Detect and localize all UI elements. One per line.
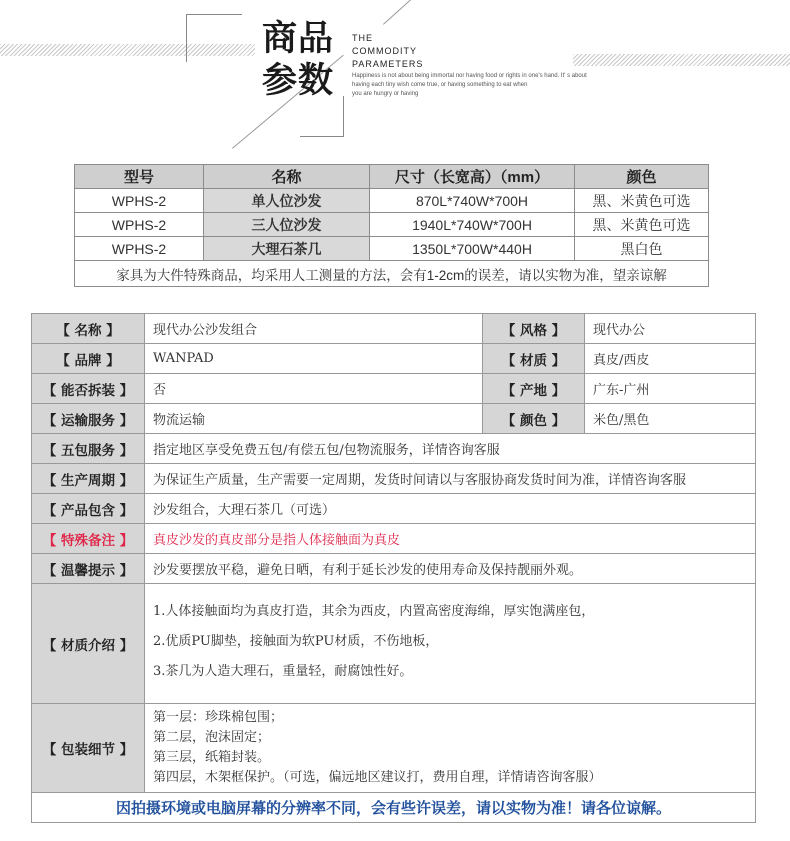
label-warranty: 【 五包服务 】 xyxy=(32,434,145,464)
value-warranty: 指定地区享受免费五包/有偿五包/包物流服务，详情咨询客服 xyxy=(145,434,756,464)
packing-item: 第二层，泡沫固定； xyxy=(153,730,271,745)
header-size: 尺寸（长宽高）（mm） xyxy=(370,165,575,189)
packing-item: 第三层，纸箱封装。 xyxy=(153,750,271,765)
cell-name: 三人位沙发 xyxy=(204,213,370,237)
cell-size: 1940L*740W*700H xyxy=(370,213,575,237)
value-tips: 沙发要摆放平稳，避免日晒，有利于延长沙发的使用寿命及保持靓丽外观。 xyxy=(145,554,756,584)
table-row xyxy=(32,344,756,374)
decorative-stripe-left xyxy=(0,44,255,56)
label-contents: 【 产品包含 】 xyxy=(32,494,145,524)
label-material-intro: 【 材质介绍 】 xyxy=(32,584,145,704)
value-detachable: 否 xyxy=(145,374,483,404)
cell-model: WPHS-2 xyxy=(75,237,204,261)
tagline-line-2: having each tiny wish come true, or having something to eat when xyxy=(352,82,528,88)
table-row xyxy=(32,494,756,524)
label-brand: 【 品牌 】 xyxy=(32,344,145,374)
cell-name: 单人位沙发 xyxy=(204,189,370,213)
cell-size: 870L*740W*700H xyxy=(370,189,575,213)
title-frame xyxy=(186,14,187,62)
label-special-note: 【 特殊备注 】 xyxy=(32,524,145,554)
title-frame xyxy=(300,136,344,137)
table-row xyxy=(32,434,756,464)
table-row xyxy=(75,213,709,237)
spec-table-header xyxy=(75,165,709,189)
label-shipping: 【 运输服务 】 xyxy=(32,404,145,434)
label-name: 【 名称 】 xyxy=(32,314,145,344)
material-intro-item: 3.茶几为人造大理石，重量轻，耐腐蚀性好。 xyxy=(153,663,413,679)
table-row xyxy=(32,704,756,793)
label-material: 【 材质 】 xyxy=(483,344,585,374)
value-material-intro xyxy=(145,584,756,704)
cell-color: 黑、米黄色可选 xyxy=(575,213,709,237)
table-row xyxy=(75,261,709,287)
header-color: 颜色 xyxy=(575,165,709,189)
value-contents: 沙发组合，大理石茶几（可选） xyxy=(145,494,756,524)
table-row xyxy=(32,584,756,704)
label-origin: 【 产地 】 xyxy=(483,374,585,404)
value-special-note: 真皮沙发的真皮部分是指人体接触面为真皮 xyxy=(145,524,756,554)
table-row xyxy=(32,793,756,823)
page-title-english xyxy=(352,32,423,71)
value-shipping: 物流运输 xyxy=(145,404,483,434)
label-color: 【 颜色 】 xyxy=(483,404,585,434)
cell-name: 大理石茶几 xyxy=(204,237,370,261)
material-intro-item: 1.人体接触面均为真皮打造，其余为西皮，内置高密度海绵，厚实饱满座包， xyxy=(153,603,595,619)
table-row xyxy=(75,189,709,213)
value-brand: WANPAD xyxy=(145,344,483,374)
page-title xyxy=(262,18,344,102)
cell-size: 1350L*700W*440H xyxy=(370,237,575,261)
tagline-line-3: you are hungry or having xyxy=(352,91,419,97)
decorative-line xyxy=(383,0,415,25)
title-frame xyxy=(343,96,344,136)
cell-color: 黑、米黄色可选 xyxy=(575,189,709,213)
tagline-line-1: Happiness is not about being immortal nor having food or rights in one's hand. It' s about xyxy=(352,73,587,79)
value-origin: 广东-广州 xyxy=(585,374,756,404)
table-row xyxy=(32,374,756,404)
value-color: 米色/黑色 xyxy=(585,404,756,434)
title-en-line-2: COMMODITY xyxy=(352,46,417,56)
table-row xyxy=(32,404,756,434)
value-packing xyxy=(145,704,756,793)
header-model: 型号 xyxy=(75,165,204,189)
header-name: 名称 xyxy=(204,165,370,189)
title-line-2: 参数 xyxy=(262,61,335,101)
table-row xyxy=(32,554,756,584)
table-row xyxy=(32,464,756,494)
material-intro-item: 2.优质PU脚垫，接触面为软PU材质，不伤地板， xyxy=(153,633,439,649)
title-en-line-1: THE xyxy=(352,33,373,43)
label-detachable: 【 能否拆装 】 xyxy=(32,374,145,404)
value-name: 现代办公沙发组合 xyxy=(145,314,483,344)
measurement-note: 家具为大件特殊商品，均采用人工测量的方法，会有1-2cm的误差，请以实物为准，望亲谅解 xyxy=(75,261,709,287)
cell-model: WPHS-2 xyxy=(75,189,204,213)
packing-item: 第一层：珍珠棉包围； xyxy=(153,710,284,725)
value-material: 真皮/西皮 xyxy=(585,344,756,374)
value-style: 现代办公 xyxy=(585,314,756,344)
value-production-cycle: 为保证生产质量，生产需要一定周期，发货时间请以与客服协商发货时间为准，详情咨询客服 xyxy=(145,464,756,494)
label-tips: 【 温馨提示 】 xyxy=(32,554,145,584)
title-en-line-3: PARAMETERS xyxy=(352,59,424,69)
tagline xyxy=(352,72,622,99)
title-frame xyxy=(186,14,242,15)
detail-table xyxy=(31,313,756,823)
packing-item: 第四层，木架框保护。（可选，偏远地区建议打，费用自理，详情请咨询客服） xyxy=(153,770,602,785)
spec-table xyxy=(74,164,709,287)
table-row xyxy=(32,524,756,554)
table-row xyxy=(75,237,709,261)
decorative-stripe-right xyxy=(573,54,790,66)
cell-color: 黑白色 xyxy=(575,237,709,261)
title-line-1: 商品 xyxy=(262,19,335,59)
disclaimer-footer: 因拍摄环境或电脑屏幕的分辨率不同，会有些许误差，请以实物为准！请各位谅解。 xyxy=(32,793,756,823)
cell-model: WPHS-2 xyxy=(75,213,204,237)
label-production-cycle: 【 生产周期 】 xyxy=(32,464,145,494)
table-row xyxy=(32,314,756,344)
label-packing: 【 包装细节 】 xyxy=(32,704,145,793)
label-style: 【 风格 】 xyxy=(483,314,585,344)
